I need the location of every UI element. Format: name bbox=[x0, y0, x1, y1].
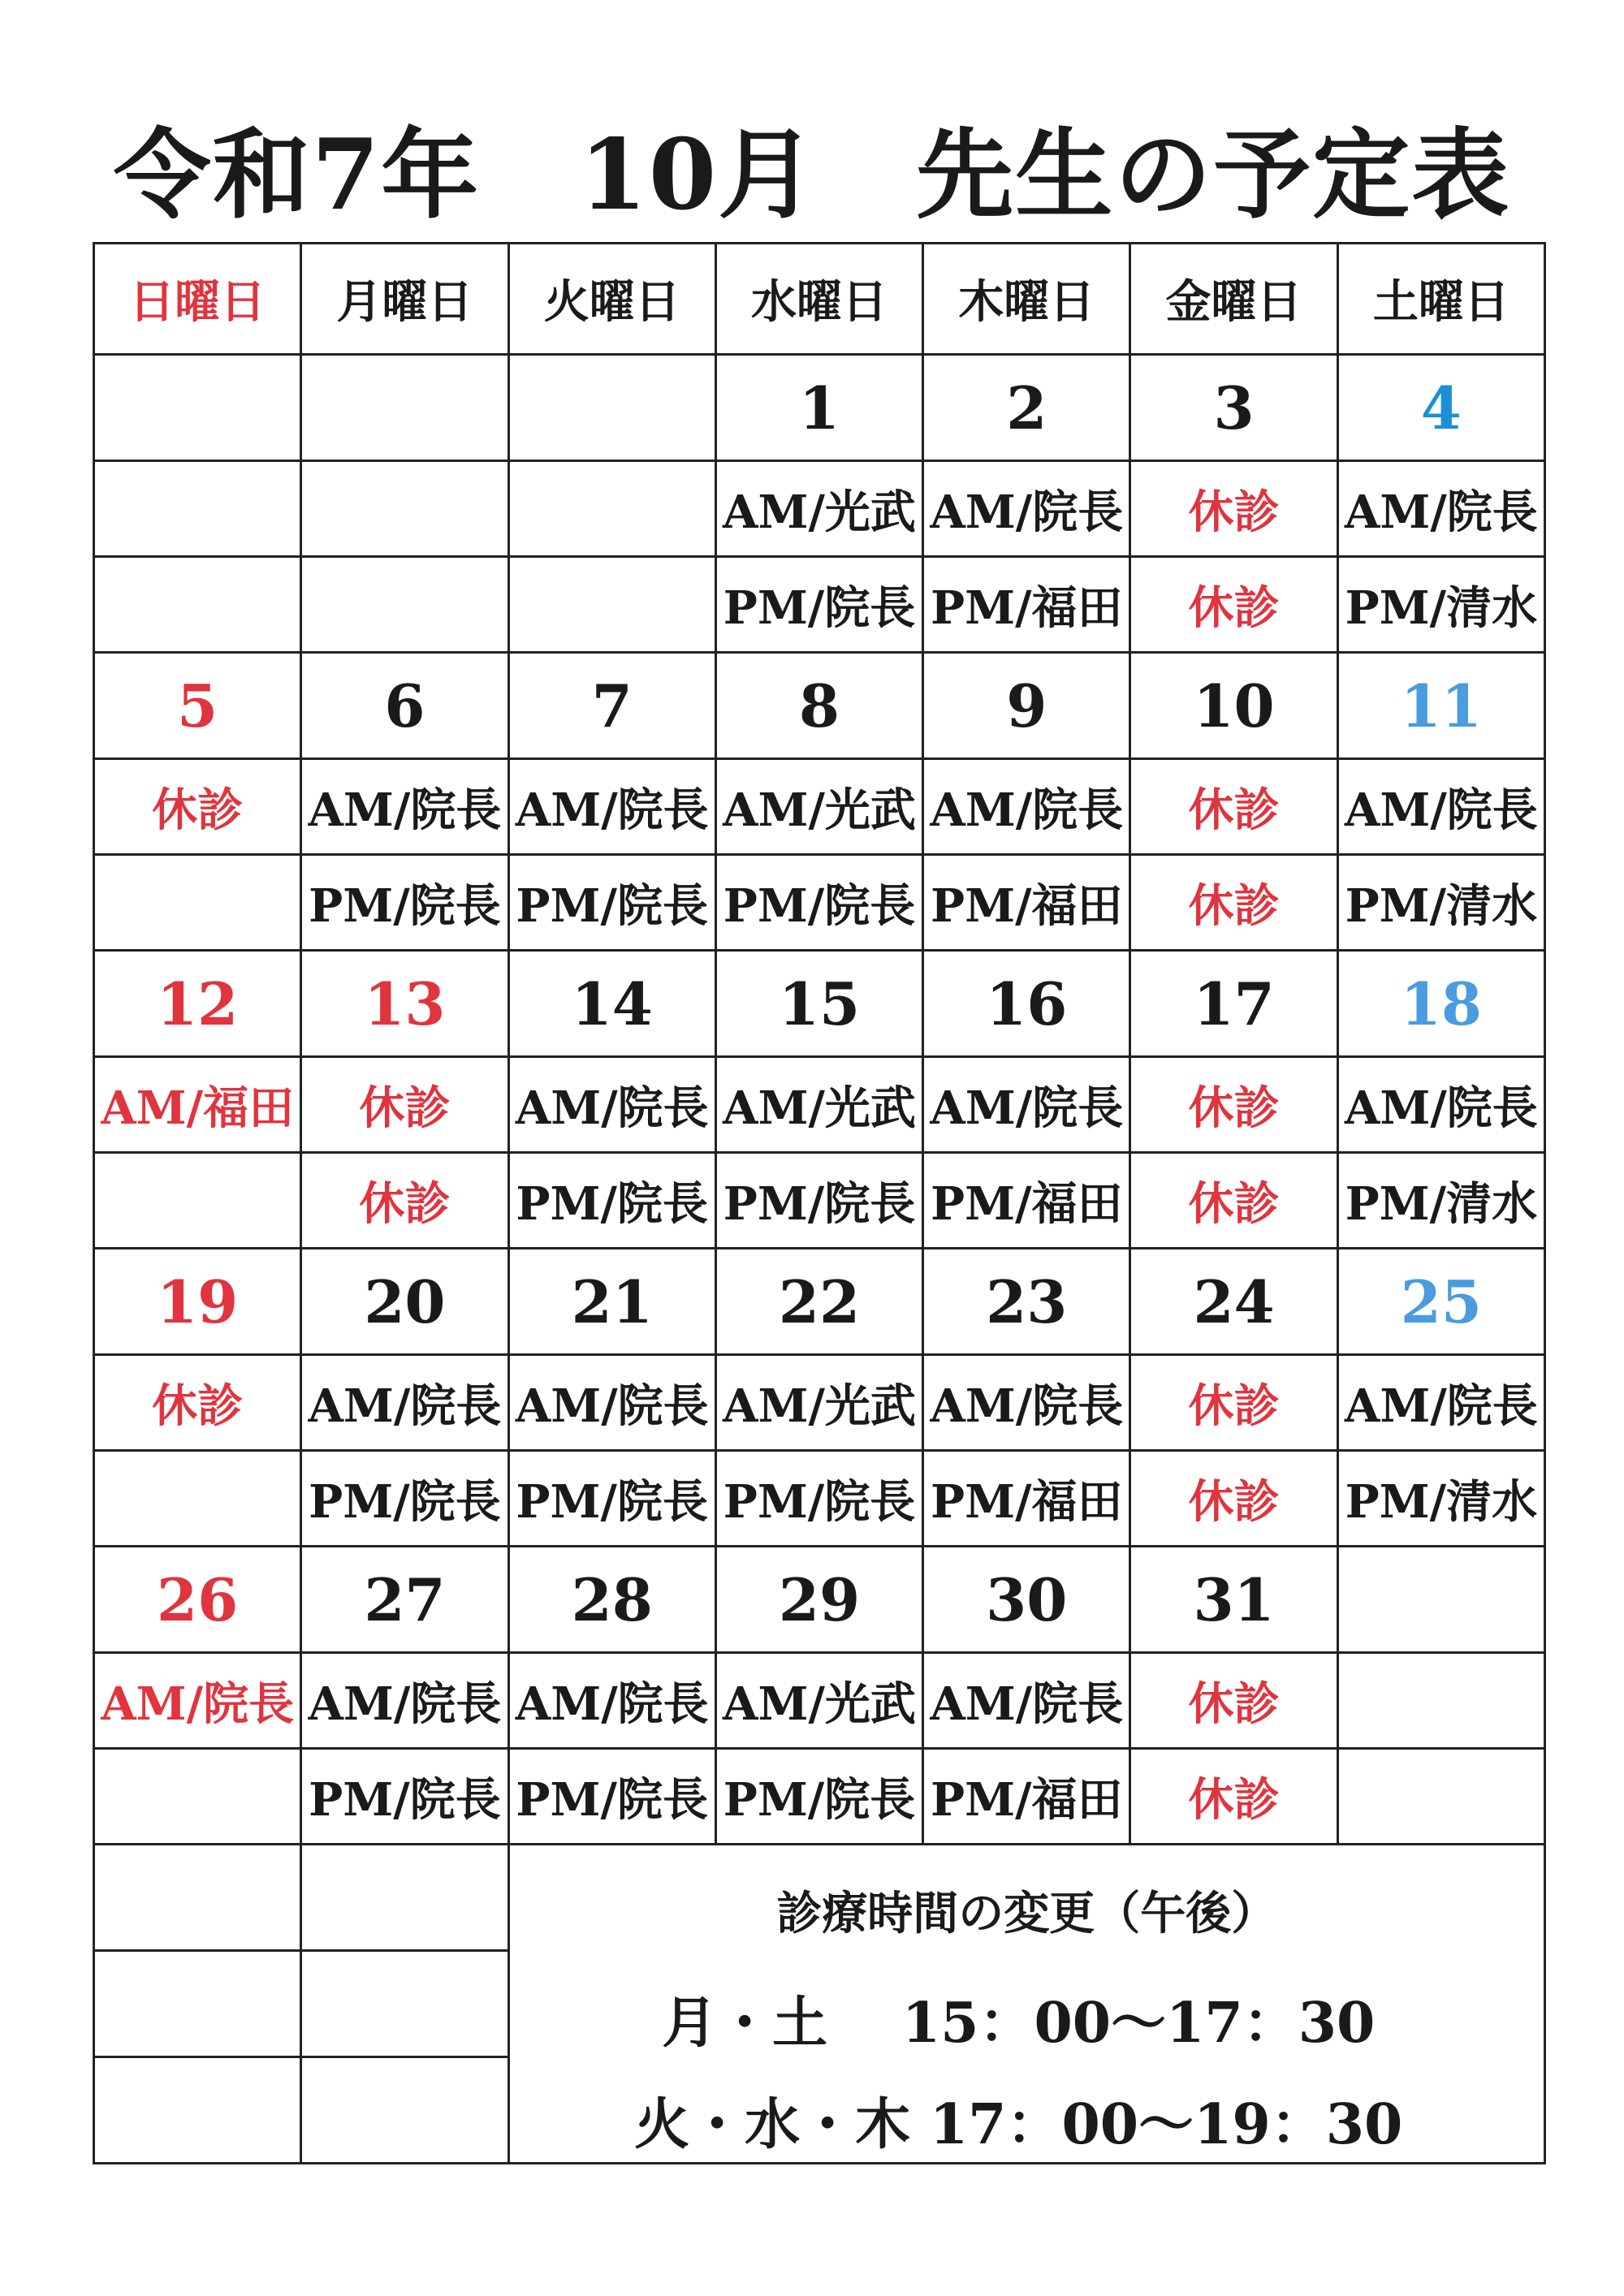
date-cell: 14 bbox=[508, 951, 715, 1057]
weekday-header-row bbox=[94, 244, 1545, 355]
date-cell: 3 bbox=[1130, 355, 1337, 461]
date-cell: 17 bbox=[1130, 951, 1337, 1057]
date-cell: 10 bbox=[1130, 653, 1337, 759]
blank-cell bbox=[301, 1845, 508, 1951]
am-schedule-cell: AM/光武 bbox=[715, 1057, 922, 1153]
weekday-header: 月曜日 bbox=[301, 244, 508, 355]
am-schedule-cell: 休診 bbox=[1130, 759, 1337, 855]
date-cell bbox=[1337, 1547, 1544, 1653]
weekday-header: 木曜日 bbox=[923, 244, 1130, 355]
am-schedule-cell: AM/光武 bbox=[715, 1653, 922, 1749]
am-schedule-cell: AM/光武 bbox=[715, 759, 922, 855]
week-am-row bbox=[94, 1355, 1545, 1451]
am-schedule-cell: 休診 bbox=[1130, 1057, 1337, 1153]
pm-schedule-cell: 休診 bbox=[1130, 1451, 1337, 1547]
weekday-header: 水曜日 bbox=[715, 244, 922, 355]
date-cell: 22 bbox=[715, 1249, 922, 1355]
week-date-row bbox=[94, 355, 1545, 461]
am-schedule-cell: 休診 bbox=[1130, 1653, 1337, 1749]
date-cell: 9 bbox=[923, 653, 1130, 759]
pm-schedule-cell: PM/清水 bbox=[1337, 855, 1544, 951]
pm-schedule-cell: PM/院長 bbox=[508, 1153, 715, 1249]
date-cell: 13 bbox=[301, 951, 508, 1057]
pm-schedule-cell: 休診 bbox=[1130, 557, 1337, 653]
am-schedule-cell: AM/院長 bbox=[923, 1355, 1130, 1451]
am-schedule-cell: AM/院長 bbox=[923, 759, 1130, 855]
date-cell: 26 bbox=[94, 1547, 301, 1653]
am-schedule-cell: AM/院長 bbox=[1337, 461, 1544, 557]
weekday-header: 日曜日 bbox=[94, 244, 301, 355]
week-pm-row bbox=[94, 855, 1545, 951]
date-cell: 30 bbox=[923, 1547, 1130, 1653]
am-schedule-cell: AM/院長 bbox=[94, 1653, 301, 1749]
am-schedule-cell: AM/院長 bbox=[923, 1057, 1130, 1153]
am-schedule-cell bbox=[301, 461, 508, 557]
pm-schedule-cell: PM/院長 bbox=[301, 1749, 508, 1845]
am-schedule-cell: 休診 bbox=[94, 1355, 301, 1451]
pm-schedule-cell bbox=[1337, 1749, 1544, 1845]
date-cell: 28 bbox=[508, 1547, 715, 1653]
am-schedule-cell: AM/院長 bbox=[1337, 759, 1544, 855]
weekday-header: 金曜日 bbox=[1130, 244, 1337, 355]
date-cell: 15 bbox=[715, 951, 922, 1057]
date-cell: 19 bbox=[94, 1249, 301, 1355]
pm-schedule-cell: PM/院長 bbox=[301, 1451, 508, 1547]
blank-cell bbox=[94, 1845, 301, 1951]
pm-schedule-cell: PM/清水 bbox=[1337, 557, 1544, 653]
pm-schedule-cell: PM/院長 bbox=[508, 855, 715, 951]
am-schedule-cell: AM/福田 bbox=[94, 1057, 301, 1153]
date-cell: 31 bbox=[1130, 1547, 1337, 1653]
am-schedule-cell bbox=[508, 461, 715, 557]
pm-schedule-cell: PM/院長 bbox=[301, 855, 508, 951]
pm-schedule-cell: PM/院長 bbox=[715, 1749, 922, 1845]
week-pm-row bbox=[94, 1153, 1545, 1249]
date-cell: 21 bbox=[508, 1249, 715, 1355]
date-cell: 11 bbox=[1337, 653, 1544, 759]
date-cell: 23 bbox=[923, 1249, 1130, 1355]
am-schedule-cell: AM/院長 bbox=[1337, 1355, 1544, 1451]
date-cell: 27 bbox=[301, 1547, 508, 1653]
week-date-row bbox=[94, 1547, 1545, 1653]
pm-schedule-cell bbox=[301, 557, 508, 653]
date-cell: 18 bbox=[1337, 951, 1544, 1057]
date-cell: 2 bbox=[923, 355, 1130, 461]
pm-schedule-cell bbox=[94, 855, 301, 951]
week-pm-row bbox=[94, 1749, 1545, 1845]
am-schedule-cell: 休診 bbox=[1130, 461, 1337, 557]
week-pm-row bbox=[94, 557, 1545, 653]
date-cell: 5 bbox=[94, 653, 301, 759]
weekday-header: 土曜日 bbox=[1337, 244, 1544, 355]
footer-row bbox=[94, 1845, 1545, 1951]
am-schedule-cell: AM/院長 bbox=[301, 1355, 508, 1451]
pm-schedule-cell: 休診 bbox=[1130, 1153, 1337, 1249]
week-pm-row bbox=[94, 1451, 1545, 1547]
date-cell bbox=[94, 355, 301, 461]
am-schedule-cell: AM/院長 bbox=[923, 1653, 1130, 1749]
week-am-row bbox=[94, 1653, 1545, 1749]
pm-schedule-cell: PM/福田 bbox=[923, 855, 1130, 951]
am-schedule-cell: 休診 bbox=[94, 759, 301, 855]
pm-schedule-cell: PM/院長 bbox=[508, 1749, 715, 1845]
pm-schedule-cell: PM/院長 bbox=[715, 557, 922, 653]
date-cell bbox=[301, 355, 508, 461]
week-am-row bbox=[94, 461, 1545, 557]
pm-schedule-cell: PM/院長 bbox=[715, 1153, 922, 1249]
pm-schedule-cell: PM/院長 bbox=[715, 855, 922, 951]
week-date-row bbox=[94, 1249, 1545, 1355]
week-am-row bbox=[94, 759, 1545, 855]
pm-schedule-cell: PM/福田 bbox=[923, 1153, 1130, 1249]
pm-schedule-cell bbox=[94, 1749, 301, 1845]
date-cell: 24 bbox=[1130, 1249, 1337, 1355]
pm-schedule-cell bbox=[94, 557, 301, 653]
am-schedule-cell: 休診 bbox=[301, 1057, 508, 1153]
blank-cell bbox=[94, 2057, 301, 2164]
am-schedule-cell: 休診 bbox=[1130, 1355, 1337, 1451]
week-date-row bbox=[94, 653, 1545, 759]
am-schedule-cell: AM/院長 bbox=[301, 1653, 508, 1749]
am-schedule-cell: AM/院長 bbox=[1337, 1057, 1544, 1153]
pm-schedule-cell: 休診 bbox=[301, 1153, 508, 1249]
date-cell: 7 bbox=[508, 653, 715, 759]
blank-cell bbox=[301, 1951, 508, 2057]
schedule-table bbox=[93, 242, 1546, 2164]
pm-schedule-cell bbox=[94, 1451, 301, 1547]
pm-schedule-cell: PM/福田 bbox=[923, 1451, 1130, 1547]
pm-schedule-cell bbox=[508, 557, 715, 653]
am-schedule-cell: AM/院長 bbox=[301, 759, 508, 855]
date-cell: 29 bbox=[715, 1547, 922, 1653]
weekday-header: 火曜日 bbox=[508, 244, 715, 355]
am-schedule-cell: AM/光武 bbox=[715, 461, 922, 557]
date-cell: 16 bbox=[923, 951, 1130, 1057]
hours-notice-content bbox=[510, 1845, 1544, 2162]
date-cell: 1 bbox=[715, 355, 922, 461]
am-schedule-cell bbox=[1337, 1653, 1544, 1749]
pm-schedule-cell: PM/福田 bbox=[923, 1749, 1130, 1845]
pm-schedule-cell: 休診 bbox=[1130, 855, 1337, 951]
hours-notice bbox=[508, 1845, 1544, 2164]
date-cell: 12 bbox=[94, 951, 301, 1057]
date-cell bbox=[508, 355, 715, 461]
pm-schedule-cell: PM/清水 bbox=[1337, 1153, 1544, 1249]
hours-line-mon-sat: 月・土 15：00～17：30 bbox=[662, 1991, 1376, 2056]
am-schedule-cell: AM/光武 bbox=[715, 1355, 922, 1451]
am-schedule-cell: AM/院長 bbox=[923, 461, 1130, 557]
pm-schedule-cell bbox=[94, 1153, 301, 1249]
am-schedule-cell: AM/院長 bbox=[508, 1653, 715, 1749]
hours-line-tue-wed-thu: 火・水・木 17：00～19：30 bbox=[634, 2092, 1403, 2157]
page-title: 令和7年 10月 先生の予定表 bbox=[113, 118, 1511, 232]
week-date-row bbox=[94, 951, 1545, 1057]
date-cell: 20 bbox=[301, 1249, 508, 1355]
blank-cell bbox=[94, 1951, 301, 2057]
pm-schedule-cell: PM/清水 bbox=[1337, 1451, 1544, 1547]
pm-schedule-cell: PM/院長 bbox=[715, 1451, 922, 1547]
date-cell: 8 bbox=[715, 653, 922, 759]
blank-cell bbox=[301, 2057, 508, 2164]
pm-schedule-cell: PM/院長 bbox=[508, 1451, 715, 1547]
week-am-row bbox=[94, 1057, 1545, 1153]
am-schedule-cell: AM/院長 bbox=[508, 1057, 715, 1153]
pm-schedule-cell: PM/福田 bbox=[923, 557, 1130, 653]
date-cell: 6 bbox=[301, 653, 508, 759]
hours-notice-title: 診療時間の変更（午後） bbox=[776, 1887, 1277, 1940]
am-schedule-cell: AM/院長 bbox=[508, 759, 715, 855]
am-schedule-cell: AM/院長 bbox=[508, 1355, 715, 1451]
am-schedule-cell bbox=[94, 461, 301, 557]
date-cell: 4 bbox=[1337, 355, 1544, 461]
date-cell: 25 bbox=[1337, 1249, 1544, 1355]
pm-schedule-cell: 休診 bbox=[1130, 1749, 1337, 1845]
